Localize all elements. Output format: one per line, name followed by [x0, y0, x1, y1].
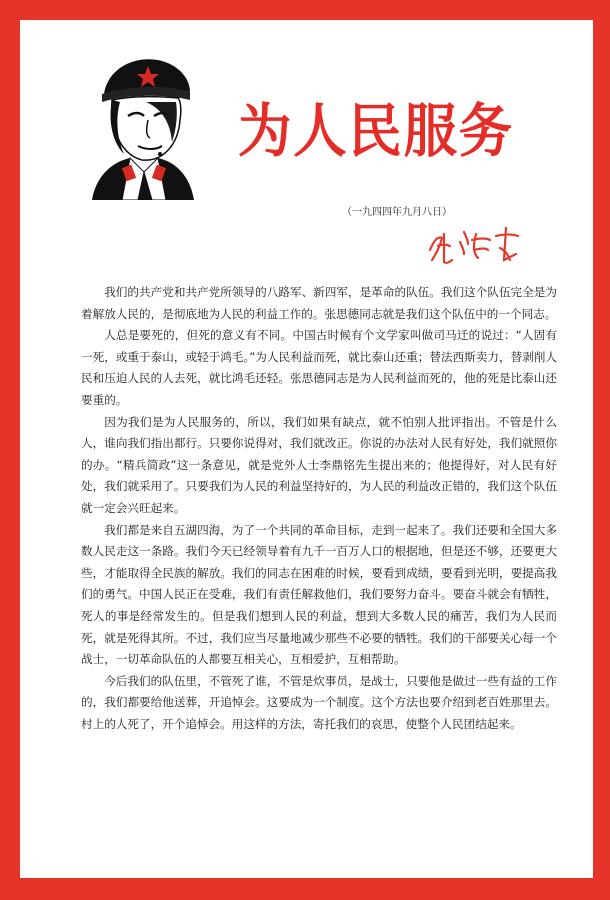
paragraph-1: 我们的共产党和共产党所领导的八路军、新四军，是革命的队伍。我们这个队伍完全是为着解放人民的，是彻底地为人民的利益工作的。张思德同志就是我们这个队伍中的一个同志。 — [81, 285, 557, 321]
portrait-image — [86, 50, 198, 200]
poster-title: 为人民服务 — [238, 97, 515, 165]
date-line: （一九四四年九月八日） — [342, 207, 452, 218]
paragraph-5: 今后我们的队伍里，不管死了谁，不管是炊事员，是战士，只要他是做过一些有益的工作的，我们都要给他送葬，开追悼会。这要成为一个制度。这个方法也要介绍到老百姓那里去。村上的人死了，开个追悼会。用这样的方法，寄托我们的哀思，使整个人民团结起来。 — [81, 673, 557, 731]
signature-image — [424, 220, 524, 270]
paragraph-4: 我们都是来自五湖四海，为了一个共同的革命目标，走到一起来了。我们还要和全国大多数人民走这一条路。我们今天已经领导着有九千一百万人口的根据地，但是还不够，还要更大些，才能取得全民族的解放。我们的同志在困难的时候，要看到成绩，要看到光明，要提高我们的勇气。中国人民正在受难，我们有责任解救他们，我们要努力奋斗。要奋斗就会有牺牲，死人的事是经常发生的。但是我们想到人民的利益，想到大多数人民的痛苦，我们为人民而死，就是死得其所。不过，我们应当尽量地减少那些不必要的牺牲。我们的干部要关心每一个战士，一切革命队伍的人都要互相关心，互相爱护，互相帮助。 — [81, 522, 557, 667]
paragraph-2: 人总是要死的，但死的意义有不同。中国古时候有个文学家叫做司马迁的说过：“人固有一死，或重于泰山，或轻于鸿毛。”为人民利益而死，就比泰山还重；替法西斯卖力，替剥削人民和压迫人民的人去死，就比鸿毛还轻。张思德同志是为人民利益而死的，他的死是比泰山还要重的。 — [81, 328, 557, 407]
article-body — [81, 282, 557, 735]
paragraph-3: 因为我们是为人民服务的，所以，我们如果有缺点，就不怕别人批评指出。不管是什么人，谁向我们指出都行。只要你说得对，我们就改正。你说的办法对人民有好处，我们就照你的办。“精兵简政”这一条意见，就是党外人士李鼎铭先生提出来的；他提得好，对人民有好处，我们就采用了。只要我们为人民的利益坚持好的，为人民的利益改正错的，我们这个队伍就一定会兴旺起来。 — [81, 414, 557, 515]
poster-page — [20, 20, 593, 878]
